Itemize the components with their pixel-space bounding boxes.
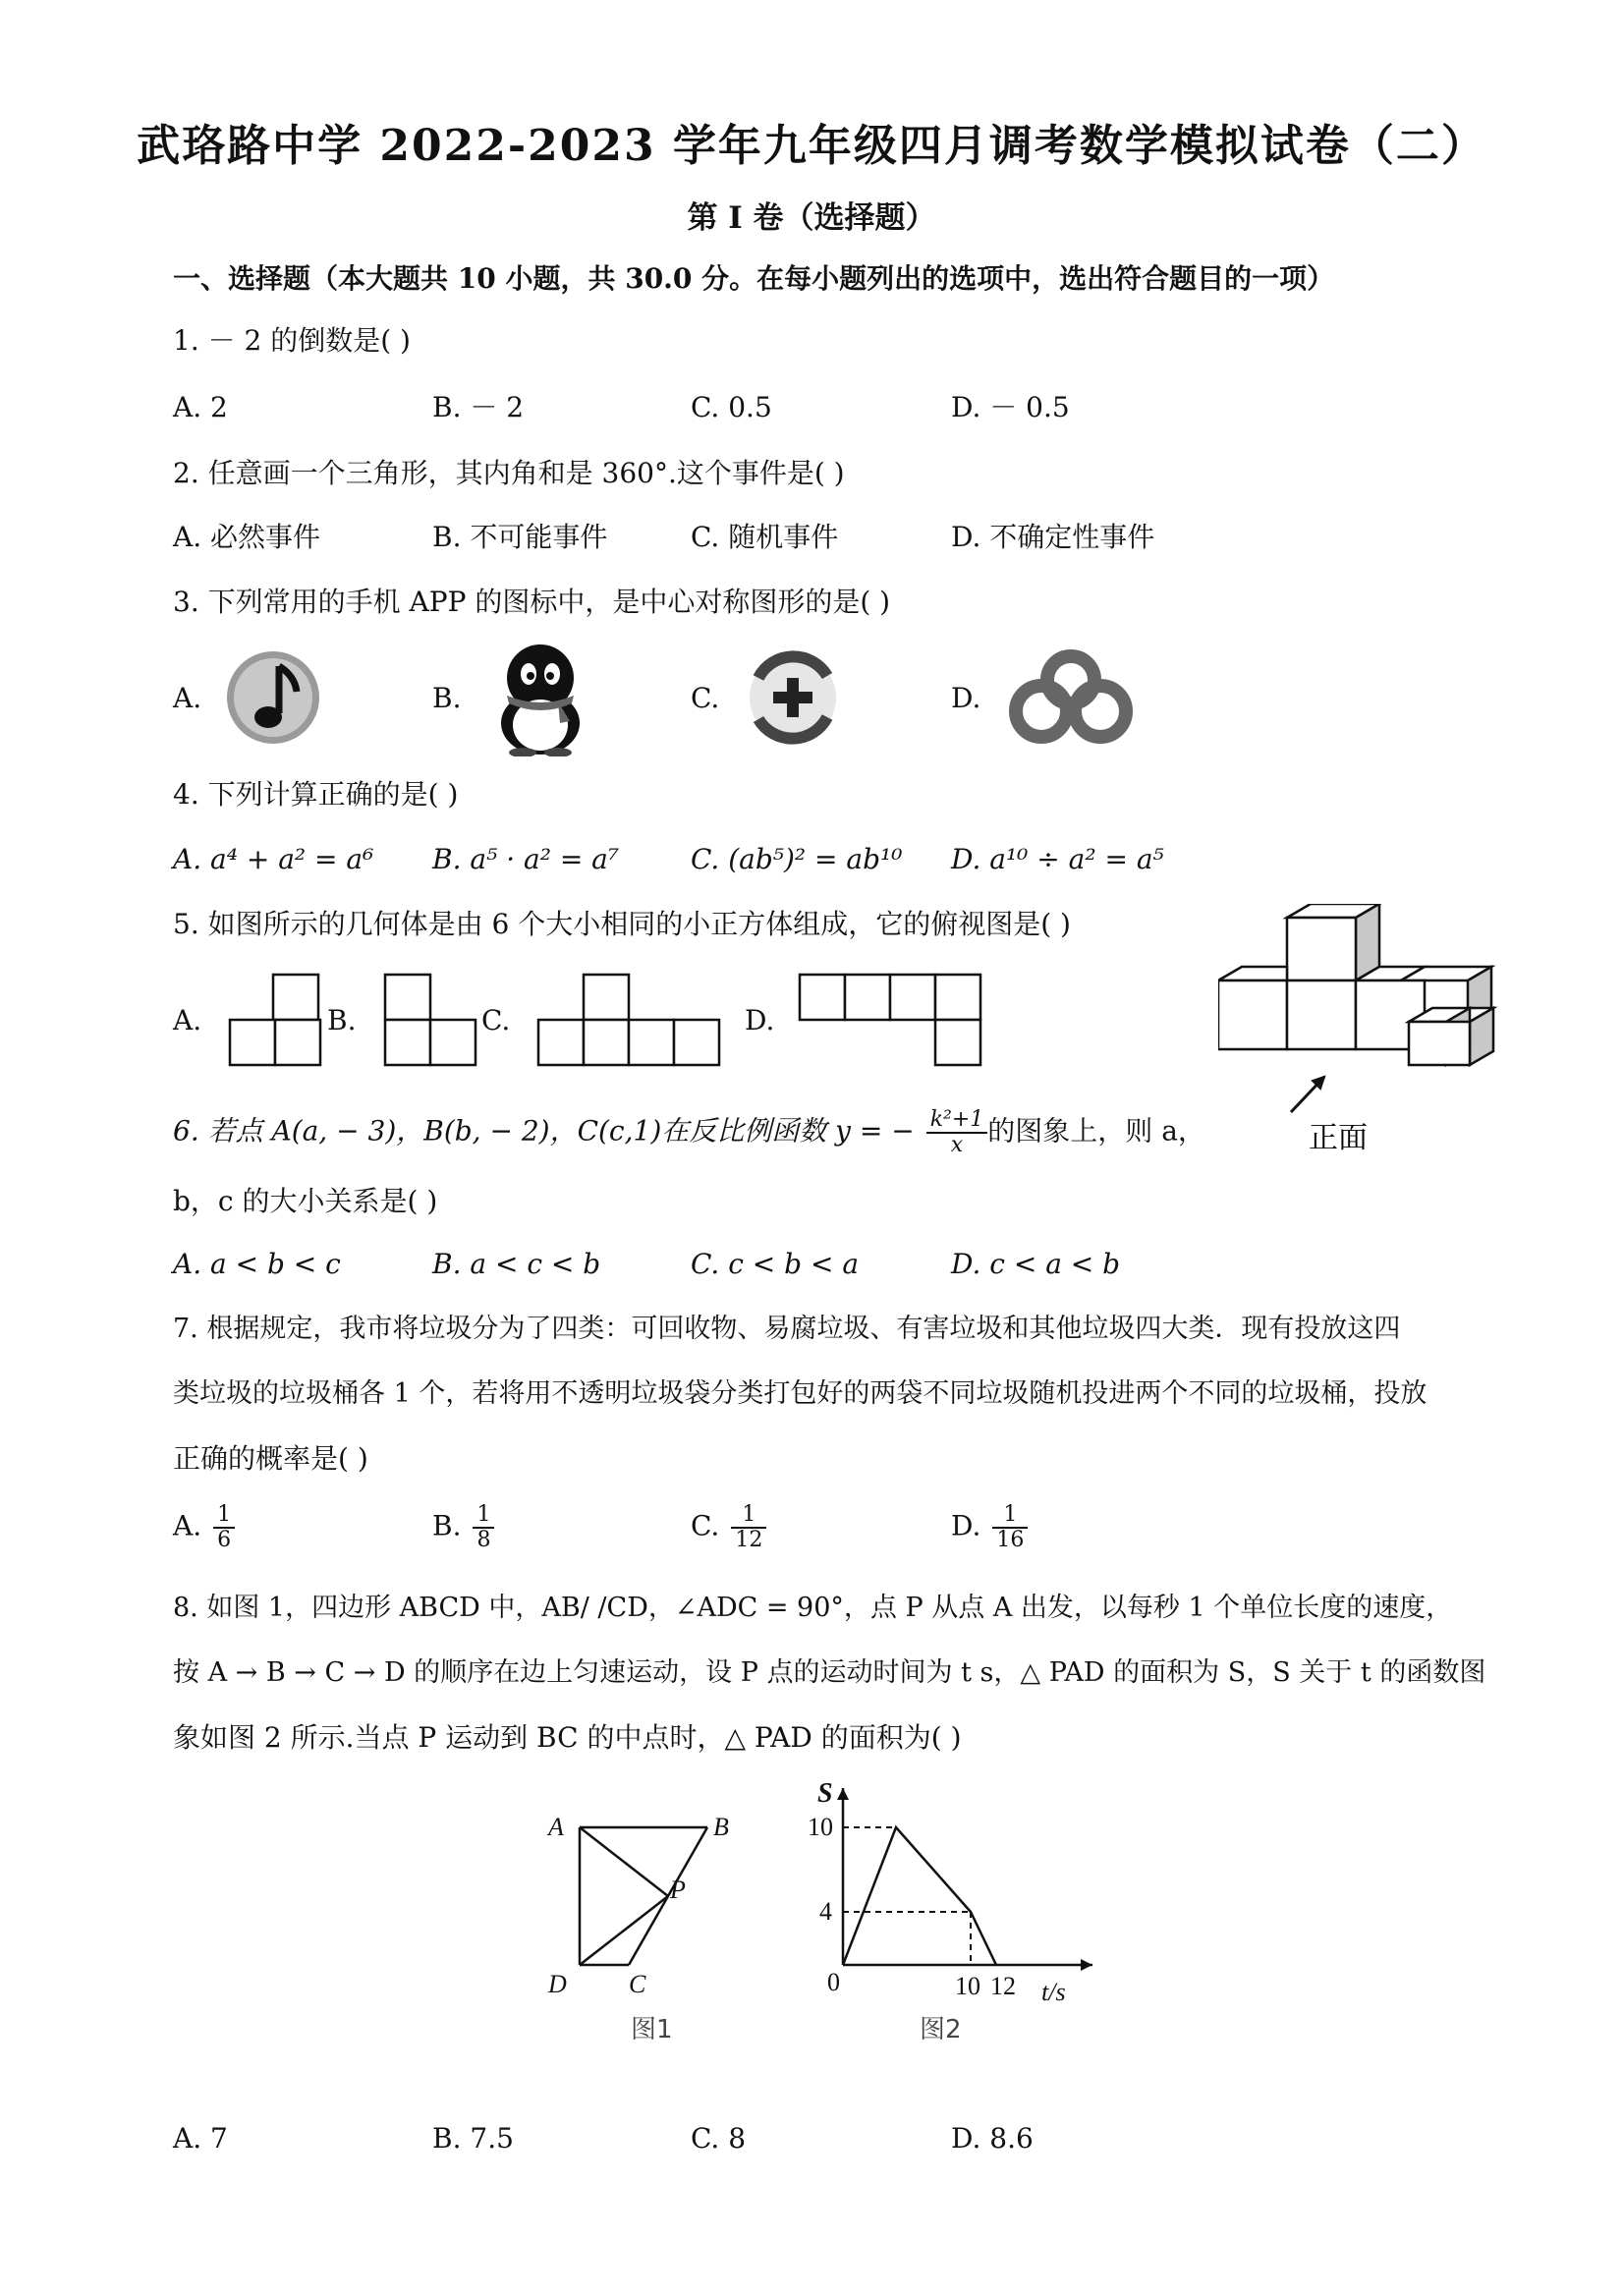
q8-figure-1 [531,1798,756,2053]
fig1-label-b: B [713,1813,729,1841]
q3-option-c: C. [691,682,720,714]
fig2-origin-label: 0 [827,1968,840,1996]
q6-stem-post: 的图象上，则 a， [987,1114,1205,1148]
fig1-label-c: C [629,1970,646,1998]
q5-solid-figure [1218,904,1533,1159]
q7-option-c-den: 12 [735,1528,763,1552]
q8-line3: 象如图 2 所示.当点 P 运动到 BC 的中点时，△ PAD 的面积为( ) [173,1721,962,1754]
plus-circle-icon [739,648,847,747]
fig2-x-tick-12: 12 [990,1972,1016,2000]
section-heading: 一、选择题（本大题共 10 小题，共 30.0 分。在每小题列出的选项中，选出符合题目的一项） [173,262,1335,295]
q5-option-d: D. [745,1004,775,1036]
fig2-y-axis-label: S [817,1778,833,1809]
q2-stem: 2. 任意画一个三角形，其内角和是 360°.这个事件是( ) [173,457,845,489]
fig1-label-p: P [670,1876,686,1904]
fig2-y-tick-4: 4 [819,1897,832,1926]
q5-option-a: A. [173,1004,202,1036]
fig2-y-tick-10: 10 [808,1813,833,1841]
q7-line3: 正确的概率是( ) [173,1442,368,1475]
q6-stem-pre: 6. 若点 A(a, − 3)，B(b, − 2)，C(c,1)在反比例函数 y = − [173,1114,915,1148]
q7-option-d-den: 16 [996,1528,1025,1552]
q7-option-a-den: 6 [217,1528,232,1552]
q5-stem: 5. 如图所示的几何体是由 6 个大小相同的小正方体组成，它的俯视图是( ) [173,908,1071,940]
q2-option-c: C. 随机事件 [691,521,839,553]
q1-option-c: C. 0.5 [691,391,772,423]
q7-option-c-num: 1 [731,1503,766,1529]
q5-view-a [228,973,326,1067]
q4-option-c: C. (ab⁵)² = ab¹⁰ [691,843,903,875]
q4-option-a: A. a⁴ + a² = a⁶ [173,843,374,875]
q7-option-d-num: 1 [992,1503,1028,1529]
q1-option-a: A. 2 [173,391,228,423]
q3-option-d: D. [951,682,981,714]
q5-option-c: C. [481,1004,511,1036]
fig1-label-d: D [548,1970,567,1998]
q3-option-a: A. [173,682,202,714]
q1-option-b: B. － 2 [432,391,525,423]
q5-view-b [383,973,481,1067]
q6-frac-den: x [950,1133,964,1157]
q7-option-c [691,1503,766,1552]
q2-option-d: D. 不确定性事件 [951,521,1155,553]
q4-option-b: B. a⁵ · a² = a⁷ [432,843,620,875]
q3-option-b: B. [432,682,462,714]
q4-stem: 4. 下列计算正确的是( ) [173,778,459,811]
q6-option-b: B. a < c < b [432,1248,601,1280]
cloud-rings-icon [1002,648,1140,747]
q7-option-c-label: C. [691,1509,720,1542]
q1-option-d: D. － 0.5 [951,391,1070,423]
q6-frac-num: k²+1 [926,1108,988,1134]
q6-option-d: D. c < a < b [951,1248,1121,1280]
q1-stem: 1. － 2 的倒数是( ) [173,324,411,357]
exam-title: 武珞路中学 2022-2023 学年九年级四月调考数学模拟试卷（二） [137,121,1486,171]
q7-option-b-label: B. [432,1509,462,1542]
front-view-label: 正面 [1309,1121,1368,1155]
q8-option-a: A. 7 [173,2122,228,2155]
q6-option-a: A. a < b < c [173,1248,341,1280]
q7-option-a [173,1503,235,1552]
q6-fraction [926,1108,988,1157]
q5-view-c [536,973,723,1067]
q5-view-d [798,973,984,1067]
fig1-caption: 图1 [631,2015,673,2044]
q2-option-b: B. 不可能事件 [432,521,608,553]
fig2-x-axis-label: t/s [1041,1978,1066,2006]
q8-line2: 按 A → B → C → D 的顺序在边上匀速运动，设 P 点的运动时间为 t s，△ PAD 的面积为 S，S 关于 t 的函数图 [173,1657,1486,1688]
q6-stem-line2: b，c 的大小关系是( ) [173,1185,438,1217]
q3-stem: 3. 下列常用的手机 APP 的图标中，是中心对称图形的是( ) [173,586,891,618]
q8-figure-2 [798,1768,1112,2053]
q8-option-c: C. 8 [691,2122,747,2155]
q7-option-b-num: 1 [473,1503,494,1529]
q7-option-d [951,1503,1028,1552]
fig2-caption: 图2 [920,2015,962,2044]
paper-subtitle: 第 I 卷（选择题） [687,200,936,236]
q7-option-a-num: 1 [213,1503,235,1529]
q7-option-b-den: 8 [476,1528,491,1552]
q2-option-a: A. 必然事件 [173,521,321,553]
q4-option-d: D. a¹⁰ ÷ a² = a⁵ [951,843,1164,875]
q7-line1: 7. 根据规定，我市将垃圾分为了四类：可回收物、易腐垃圾、有害垃圾和其他垃圾四大类．现有投放这四 [173,1314,1401,1344]
q7-option-d-label: D. [951,1509,981,1542]
q7-option-b [432,1503,494,1552]
fig1-label-a: A [548,1813,564,1841]
q8-line1: 8. 如图 1，四边形 ABCD 中，AB/ /CD，∠ADC = 90°，点 P 从点 A 出发，以每秒 1 个单位长度的速度， [173,1593,1453,1623]
penguin-icon [481,639,599,756]
q5-option-b: B. [327,1004,357,1036]
q8-option-d: D. 8.6 [951,2122,1034,2155]
q6-stem-line1 [173,1108,1205,1157]
fig2-x-tick-10: 10 [955,1972,980,2000]
q7-line2: 类垃圾的垃圾桶各 1 个，若将用不透明垃圾袋分类打包好的两袋不同垃圾随机投进两个不同的垃圾桶，投放 [173,1378,1427,1409]
q7-option-a-label: A. [173,1509,202,1542]
q6-option-c: C. c < b < a [691,1248,860,1280]
music-note-icon [224,648,322,747]
q8-option-b: B. 7.5 [432,2122,514,2155]
